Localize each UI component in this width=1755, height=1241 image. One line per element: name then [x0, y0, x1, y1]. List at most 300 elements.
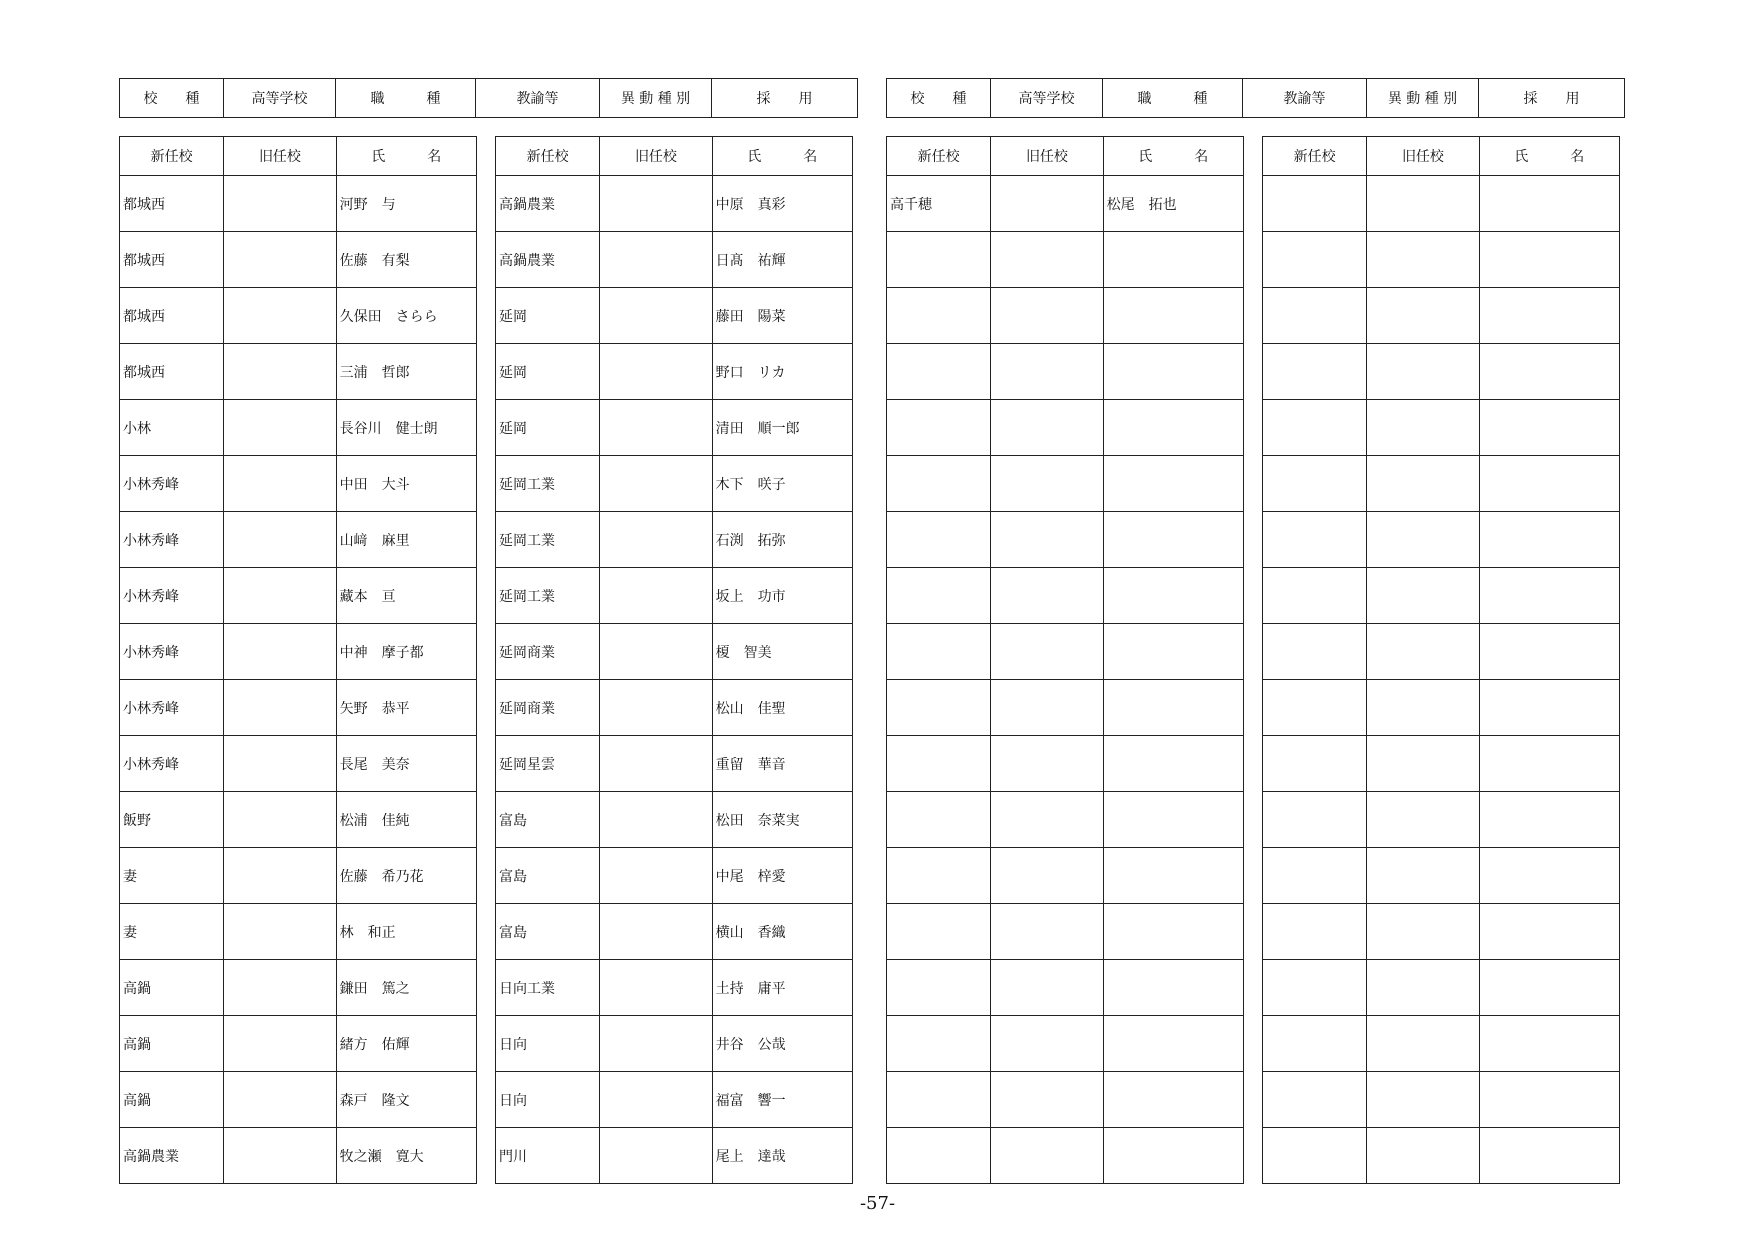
- former-school-cell: [1367, 344, 1479, 400]
- person-name-cell: [1103, 344, 1243, 400]
- new-school-cell: [1263, 344, 1367, 400]
- table-row: [1263, 232, 1620, 288]
- new-school-cell: [887, 512, 991, 568]
- person-name-cell: [1479, 1016, 1619, 1072]
- new-school-cell: [887, 792, 991, 848]
- school-type-value: 高等学校: [991, 79, 1103, 118]
- former-school-cell: [1367, 904, 1479, 960]
- school-type-label: 校 種: [120, 79, 224, 118]
- new-school-cell: [887, 904, 991, 960]
- column-header-person-name: 氏 名: [1103, 137, 1243, 176]
- former-school-cell: [1367, 176, 1479, 232]
- column-header-row: [120, 137, 477, 176]
- new-school-cell: 都城西: [120, 176, 224, 232]
- former-school-cell: [991, 736, 1103, 792]
- person-name-cell: [1479, 624, 1619, 680]
- person-name-cell: [1103, 848, 1243, 904]
- new-school-cell: 都城西: [120, 232, 224, 288]
- former-school-cell: [600, 904, 712, 960]
- person-name-cell: 林 和正: [336, 904, 476, 960]
- table-row: [1263, 1128, 1620, 1184]
- person-name-cell: [1479, 904, 1619, 960]
- table-row: [120, 848, 477, 904]
- former-school-cell: [1367, 848, 1479, 904]
- new-school-cell: 小林秀峰: [120, 736, 224, 792]
- former-school-cell: [991, 1072, 1103, 1128]
- person-name-cell: 日髙 祐輝: [712, 232, 852, 288]
- person-name-cell: 鎌田 篤之: [336, 960, 476, 1016]
- new-school-cell: 延岡商業: [496, 680, 600, 736]
- former-school-cell: [1367, 512, 1479, 568]
- table-row: [1263, 176, 1620, 232]
- table-row: [1263, 400, 1620, 456]
- table-row: [496, 848, 853, 904]
- new-school-cell: [1263, 736, 1367, 792]
- former-school-cell: [991, 1016, 1103, 1072]
- new-school-cell: 妻: [120, 848, 224, 904]
- person-name-cell: 尾上 達哉: [712, 1128, 852, 1184]
- new-school-cell: 小林秀峰: [120, 680, 224, 736]
- table-row: [120, 232, 477, 288]
- transfer-type-label: 異 動 種 別: [1367, 79, 1479, 118]
- person-name-cell: 牧之瀬 寛大: [336, 1128, 476, 1184]
- person-name-cell: [1103, 400, 1243, 456]
- table-row: [496, 960, 853, 1016]
- new-school-cell: [1263, 176, 1367, 232]
- former-school-cell: [600, 624, 712, 680]
- person-name-cell: [1103, 792, 1243, 848]
- person-name-cell: 榎 智美: [712, 624, 852, 680]
- new-school-cell: 延岡: [496, 400, 600, 456]
- new-school-cell: 日向工業: [496, 960, 600, 1016]
- table-row: [496, 512, 853, 568]
- former-school-cell: [1367, 1128, 1479, 1184]
- former-school-cell: [224, 456, 336, 512]
- former-school-cell: [600, 512, 712, 568]
- transfer-type-label: 異 動 種 別: [600, 79, 712, 118]
- former-school-cell: [600, 232, 712, 288]
- table-row: [887, 568, 1244, 624]
- new-school-cell: [1263, 288, 1367, 344]
- table-row: [1263, 792, 1620, 848]
- former-school-cell: [1367, 288, 1479, 344]
- person-name-cell: 山﨑 麻里: [336, 512, 476, 568]
- table-row: [496, 288, 853, 344]
- person-name-cell: 野口 リカ: [712, 344, 852, 400]
- former-school-cell: [224, 400, 336, 456]
- table-row: [887, 680, 1244, 736]
- table-row: [496, 232, 853, 288]
- person-name-cell: 藏本 亘: [336, 568, 476, 624]
- person-name-cell: [1103, 904, 1243, 960]
- former-school-cell: [1367, 624, 1479, 680]
- new-school-cell: 延岡商業: [496, 624, 600, 680]
- new-school-cell: 高鍋: [120, 1072, 224, 1128]
- person-name-cell: [1479, 680, 1619, 736]
- former-school-cell: [600, 568, 712, 624]
- header-table: [119, 78, 858, 118]
- person-name-cell: [1103, 1016, 1243, 1072]
- new-school-cell: [1263, 568, 1367, 624]
- column-header-person-name: 氏 名: [1479, 137, 1619, 176]
- person-name-cell: 横山 香織: [712, 904, 852, 960]
- table-row: [887, 176, 1244, 232]
- person-name-cell: 矢野 恭平: [336, 680, 476, 736]
- personnel-table-2: [495, 136, 853, 1184]
- header-table: [886, 78, 1625, 118]
- former-school-cell: [224, 1128, 336, 1184]
- new-school-cell: 妻: [120, 904, 224, 960]
- table-row: [496, 1072, 853, 1128]
- person-name-cell: 石渕 拓弥: [712, 512, 852, 568]
- column-header-former-school: 旧任校: [991, 137, 1103, 176]
- table-row: [887, 1072, 1244, 1128]
- new-school-cell: [887, 1072, 991, 1128]
- table-row: [120, 568, 477, 624]
- new-school-cell: [1263, 456, 1367, 512]
- column-header-new-school: 新任校: [1263, 137, 1367, 176]
- former-school-cell: [600, 1128, 712, 1184]
- former-school-cell: [991, 400, 1103, 456]
- new-school-cell: 富島: [496, 848, 600, 904]
- former-school-cell: [1367, 680, 1479, 736]
- table-row: [887, 288, 1244, 344]
- table-row: [1263, 512, 1620, 568]
- table-row: [1263, 904, 1620, 960]
- table-row: [1263, 848, 1620, 904]
- person-name-cell: [1103, 512, 1243, 568]
- person-name-cell: 久保田 さらら: [336, 288, 476, 344]
- new-school-cell: [887, 1016, 991, 1072]
- former-school-cell: [224, 624, 336, 680]
- person-name-cell: [1479, 512, 1619, 568]
- new-school-cell: [887, 736, 991, 792]
- job-type-label: 職 種: [1103, 79, 1243, 118]
- table-row: [120, 624, 477, 680]
- new-school-cell: 延岡工業: [496, 568, 600, 624]
- table-row: [120, 1128, 477, 1184]
- new-school-cell: [887, 288, 991, 344]
- former-school-cell: [1367, 960, 1479, 1016]
- former-school-cell: [991, 960, 1103, 1016]
- new-school-cell: 富島: [496, 792, 600, 848]
- person-name-cell: [1479, 1072, 1619, 1128]
- former-school-cell: [224, 176, 336, 232]
- former-school-cell: [224, 288, 336, 344]
- table-row: [120, 1016, 477, 1072]
- former-school-cell: [600, 960, 712, 1016]
- person-name-cell: 中神 摩子都: [336, 624, 476, 680]
- person-name-cell: [1479, 792, 1619, 848]
- new-school-cell: 都城西: [120, 344, 224, 400]
- person-name-cell: 三浦 哲郎: [336, 344, 476, 400]
- person-name-cell: [1479, 736, 1619, 792]
- table-row: [1263, 456, 1620, 512]
- former-school-cell: [600, 288, 712, 344]
- former-school-cell: [991, 904, 1103, 960]
- new-school-cell: 延岡: [496, 288, 600, 344]
- former-school-cell: [224, 1072, 336, 1128]
- new-school-cell: 高鍋: [120, 1016, 224, 1072]
- table-row: [496, 1128, 853, 1184]
- table-row: [120, 400, 477, 456]
- person-name-cell: [1479, 288, 1619, 344]
- person-name-cell: 清田 順一郎: [712, 400, 852, 456]
- former-school-cell: [224, 960, 336, 1016]
- new-school-cell: 高鍋: [120, 960, 224, 1016]
- person-name-cell: [1479, 960, 1619, 1016]
- person-name-cell: 森戸 隆文: [336, 1072, 476, 1128]
- person-name-cell: [1479, 232, 1619, 288]
- new-school-cell: [1263, 1072, 1367, 1128]
- table-row: [887, 1128, 1244, 1184]
- new-school-cell: [887, 400, 991, 456]
- table-row: [887, 736, 1244, 792]
- person-name-cell: [1479, 568, 1619, 624]
- table-row: [496, 736, 853, 792]
- new-school-cell: 飯野: [120, 792, 224, 848]
- table-row: [1263, 960, 1620, 1016]
- column-header-row: [496, 137, 853, 176]
- table-row: [1263, 736, 1620, 792]
- new-school-cell: [1263, 680, 1367, 736]
- new-school-cell: 小林秀峰: [120, 512, 224, 568]
- transfer-type-value: 採 用: [712, 79, 858, 118]
- table-row: [1263, 288, 1620, 344]
- table-row: [887, 400, 1244, 456]
- former-school-cell: [600, 680, 712, 736]
- former-school-cell: [1367, 568, 1479, 624]
- table-row: [496, 344, 853, 400]
- former-school-cell: [991, 624, 1103, 680]
- former-school-cell: [991, 456, 1103, 512]
- new-school-cell: [887, 848, 991, 904]
- former-school-cell: [991, 288, 1103, 344]
- former-school-cell: [991, 568, 1103, 624]
- person-name-cell: 井谷 公哉: [712, 1016, 852, 1072]
- person-name-cell: [1479, 848, 1619, 904]
- former-school-cell: [600, 792, 712, 848]
- person-name-cell: 坂上 功市: [712, 568, 852, 624]
- table-row: [496, 568, 853, 624]
- person-name-cell: [1103, 232, 1243, 288]
- person-name-cell: [1103, 288, 1243, 344]
- former-school-cell: [600, 1072, 712, 1128]
- new-school-cell: [887, 232, 991, 288]
- former-school-cell: [991, 344, 1103, 400]
- former-school-cell: [991, 512, 1103, 568]
- former-school-cell: [224, 344, 336, 400]
- former-school-cell: [600, 848, 712, 904]
- former-school-cell: [991, 1128, 1103, 1184]
- former-school-cell: [991, 792, 1103, 848]
- person-name-cell: [1103, 736, 1243, 792]
- table-row: [496, 456, 853, 512]
- person-name-cell: 土持 庸平: [712, 960, 852, 1016]
- person-name-cell: 河野 与: [336, 176, 476, 232]
- table-row: [496, 400, 853, 456]
- table-row: [496, 624, 853, 680]
- former-school-cell: [224, 512, 336, 568]
- new-school-cell: [887, 680, 991, 736]
- former-school-cell: [224, 792, 336, 848]
- new-school-cell: 延岡工業: [496, 456, 600, 512]
- transfer-type-value: 採 用: [1479, 79, 1625, 118]
- column-header-row: [1263, 137, 1620, 176]
- former-school-cell: [1367, 736, 1479, 792]
- person-name-cell: 長尾 美奈: [336, 736, 476, 792]
- table-row: [1263, 568, 1620, 624]
- person-name-cell: 藤田 陽菜: [712, 288, 852, 344]
- new-school-cell: 延岡星雲: [496, 736, 600, 792]
- person-name-cell: [1103, 960, 1243, 1016]
- former-school-cell: [224, 232, 336, 288]
- new-school-cell: 小林: [120, 400, 224, 456]
- personnel-table-3: [886, 136, 1244, 1184]
- person-name-cell: [1103, 680, 1243, 736]
- column-header-person-name: 氏 名: [336, 137, 476, 176]
- column-header-person-name: 氏 名: [712, 137, 852, 176]
- table-row: [1263, 344, 1620, 400]
- new-school-cell: 高鍋農業: [496, 176, 600, 232]
- former-school-cell: [1367, 400, 1479, 456]
- person-name-cell: [1479, 344, 1619, 400]
- former-school-cell: [1367, 456, 1479, 512]
- person-name-cell: 長谷川 健士朗: [336, 400, 476, 456]
- person-name-cell: 中原 真彩: [712, 176, 852, 232]
- new-school-cell: [1263, 848, 1367, 904]
- table-row: [120, 176, 477, 232]
- table-row: [887, 512, 1244, 568]
- new-school-cell: 延岡工業: [496, 512, 600, 568]
- table-row: [887, 624, 1244, 680]
- person-name-cell: [1479, 176, 1619, 232]
- former-school-cell: [600, 176, 712, 232]
- former-school-cell: [1367, 232, 1479, 288]
- new-school-cell: 延岡: [496, 344, 600, 400]
- new-school-cell: [1263, 1128, 1367, 1184]
- person-name-cell: [1103, 1128, 1243, 1184]
- table-row: [120, 288, 477, 344]
- former-school-cell: [991, 176, 1103, 232]
- former-school-cell: [1367, 1016, 1479, 1072]
- new-school-cell: [887, 624, 991, 680]
- new-school-cell: [887, 568, 991, 624]
- new-school-cell: [1263, 232, 1367, 288]
- table-row: [120, 904, 477, 960]
- table-row: [1263, 1072, 1620, 1128]
- column-header-new-school: 新任校: [496, 137, 600, 176]
- table-row: [887, 960, 1244, 1016]
- former-school-cell: [224, 736, 336, 792]
- column-header-former-school: 旧任校: [600, 137, 712, 176]
- new-school-cell: [887, 456, 991, 512]
- person-name-cell: 佐藤 希乃花: [336, 848, 476, 904]
- new-school-cell: [1263, 792, 1367, 848]
- person-name-cell: 佐藤 有梨: [336, 232, 476, 288]
- table-row: [120, 792, 477, 848]
- table-row: [887, 1016, 1244, 1072]
- job-type-value: 教諭等: [1243, 79, 1367, 118]
- person-name-cell: 重留 華音: [712, 736, 852, 792]
- job-type-label: 職 種: [336, 79, 476, 118]
- former-school-cell: [991, 848, 1103, 904]
- new-school-cell: 小林秀峰: [120, 568, 224, 624]
- person-name-cell: [1103, 624, 1243, 680]
- new-school-cell: 都城西: [120, 288, 224, 344]
- column-header-row: [887, 137, 1244, 176]
- former-school-cell: [224, 1016, 336, 1072]
- new-school-cell: 小林秀峰: [120, 624, 224, 680]
- new-school-cell: [1263, 512, 1367, 568]
- table-row: [887, 456, 1244, 512]
- person-name-cell: [1103, 1072, 1243, 1128]
- table-row: [120, 680, 477, 736]
- former-school-cell: [1367, 1072, 1479, 1128]
- new-school-cell: 小林秀峰: [120, 456, 224, 512]
- former-school-cell: [224, 680, 336, 736]
- person-name-cell: [1479, 400, 1619, 456]
- new-school-cell: [887, 960, 991, 1016]
- table-row: [496, 680, 853, 736]
- person-name-cell: 松山 佳聖: [712, 680, 852, 736]
- table-row: [887, 904, 1244, 960]
- table-row: [120, 456, 477, 512]
- table-row: [496, 176, 853, 232]
- person-name-cell: 中田 大斗: [336, 456, 476, 512]
- person-name-cell: [1103, 456, 1243, 512]
- new-school-cell: 高鍋農業: [120, 1128, 224, 1184]
- school-type-label: 校 種: [887, 79, 991, 118]
- table-row: [120, 736, 477, 792]
- new-school-cell: [1263, 400, 1367, 456]
- person-name-cell: 福富 響一: [712, 1072, 852, 1128]
- table-row: [120, 344, 477, 400]
- table-row: [496, 904, 853, 960]
- column-header-new-school: 新任校: [120, 137, 224, 176]
- new-school-cell: [887, 344, 991, 400]
- former-school-cell: [224, 568, 336, 624]
- table-row: [496, 792, 853, 848]
- former-school-cell: [600, 736, 712, 792]
- former-school-cell: [600, 456, 712, 512]
- table-row: [887, 848, 1244, 904]
- former-school-cell: [600, 344, 712, 400]
- former-school-cell: [1367, 792, 1479, 848]
- personnel-table-4: [1262, 136, 1620, 1184]
- table-row: [1263, 1016, 1620, 1072]
- job-type-value: 教諭等: [476, 79, 600, 118]
- school-type-value: 高等学校: [224, 79, 336, 118]
- person-name-cell: [1103, 568, 1243, 624]
- table-row: [120, 512, 477, 568]
- table-row: [887, 344, 1244, 400]
- new-school-cell: [1263, 624, 1367, 680]
- former-school-cell: [224, 848, 336, 904]
- person-name-cell: [1479, 456, 1619, 512]
- new-school-cell: 高鍋農業: [496, 232, 600, 288]
- new-school-cell: [1263, 960, 1367, 1016]
- new-school-cell: 日向: [496, 1072, 600, 1128]
- table-row: [887, 792, 1244, 848]
- former-school-cell: [600, 1016, 712, 1072]
- person-name-cell: [1479, 1128, 1619, 1184]
- new-school-cell: 高千穂: [887, 176, 991, 232]
- table-row: [120, 1072, 477, 1128]
- page-number: -57-: [859, 1193, 896, 1214]
- table-row: [1263, 680, 1620, 736]
- former-school-cell: [224, 904, 336, 960]
